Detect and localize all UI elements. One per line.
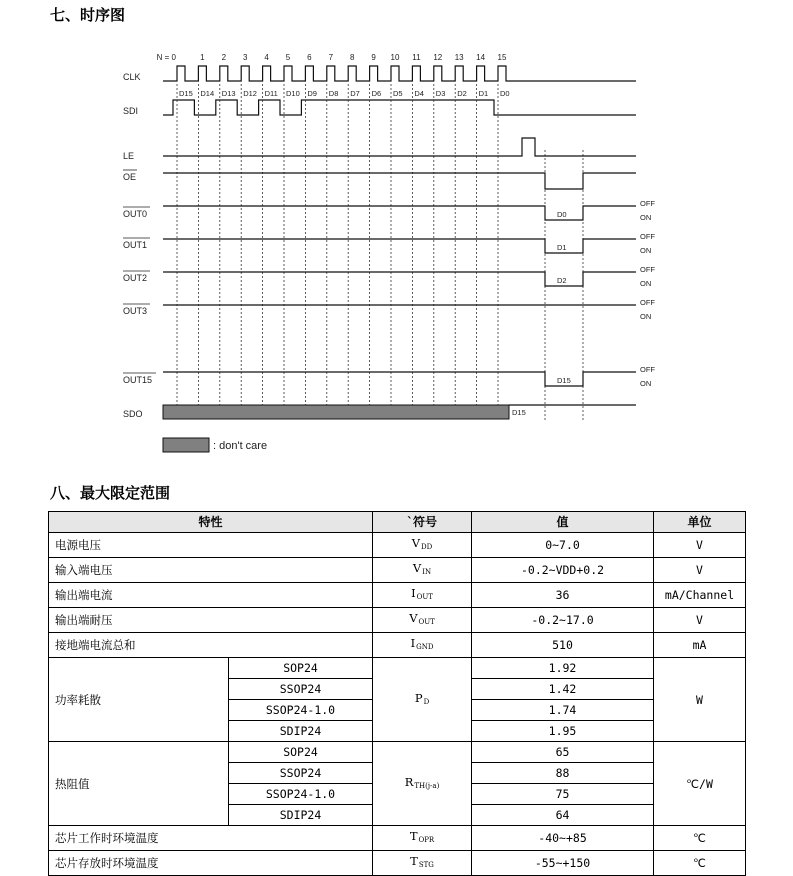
- oe-waveform: [163, 173, 636, 189]
- clock-index-label: 4: [264, 53, 269, 62]
- table-row: [49, 826, 746, 851]
- sdo-dont-care-band: [163, 405, 509, 419]
- param-value: 75: [472, 784, 654, 805]
- clock-index-label: N = 0: [156, 53, 176, 62]
- symbol-cell: $T_{STG}$: [373, 851, 472, 876]
- param-name: 输出端耐压: [49, 608, 373, 633]
- package-cell: SSOP24: [229, 679, 373, 700]
- sdi-bit-label: D3: [435, 89, 446, 98]
- symbol-cell: $V_{IN}$: [373, 558, 472, 583]
- table-row: [49, 633, 746, 658]
- package-cell: SOP24: [229, 742, 373, 763]
- sdi-bit-label: D14: [200, 89, 215, 98]
- symbol-cell: $I_{OUT}$: [373, 583, 472, 608]
- param-name: 功率耗散: [49, 658, 229, 742]
- output-data-label: D1: [557, 243, 567, 252]
- sdi-bit-label: D11: [264, 89, 278, 98]
- on-label: ON: [640, 312, 652, 321]
- param-value: 1.95: [472, 721, 654, 742]
- clock-index-label: 12: [433, 53, 443, 62]
- signal-label: OUT3: [123, 306, 148, 316]
- sdi-bit-label: D9: [307, 89, 317, 98]
- on-label: ON: [640, 213, 652, 222]
- symbol-cell: $V_{OUT}$: [373, 608, 472, 633]
- on-label: ON: [640, 279, 652, 288]
- section7-title: 七、时序图: [50, 6, 126, 24]
- legend-label: : don't care: [213, 440, 268, 452]
- clk-waveform: [163, 66, 636, 81]
- package-cell: SDIP24: [229, 805, 373, 826]
- param-unit: mA: [654, 633, 746, 658]
- signal-label: OUT2: [123, 273, 148, 283]
- sdi-bit-label: D6: [371, 89, 382, 98]
- package-cell: SSOP24: [229, 763, 373, 784]
- output-data-label: D0: [557, 210, 567, 219]
- signal-label: LE: [123, 151, 135, 161]
- table-row: [49, 533, 746, 558]
- symbol-cell: $V_{DD}$: [373, 533, 472, 558]
- output-data-label: D15: [557, 376, 571, 385]
- param-value: 0~7.0: [472, 533, 654, 558]
- param-name: 接地端电流总和: [49, 633, 373, 658]
- param-name: 电源电压: [49, 533, 373, 558]
- sdi-bit-label: D12: [243, 89, 257, 98]
- table-row: [49, 851, 746, 876]
- max-ratings-table: [48, 511, 746, 876]
- table-row: [49, 608, 746, 633]
- param-value: 1.74: [472, 700, 654, 721]
- clock-index-label: 6: [307, 53, 312, 62]
- clock-index-label: 13: [454, 53, 464, 62]
- symbol-cell: $T_{OPR}$: [373, 826, 472, 851]
- param-name: 热阻值: [49, 742, 229, 826]
- sdi-bit-label: D4: [414, 89, 424, 98]
- clock-index-label: 14: [476, 53, 486, 62]
- off-label: OFF: [640, 199, 655, 208]
- param-value: 1.92: [472, 658, 654, 679]
- param-unit: W: [654, 658, 746, 742]
- param-value: 88: [472, 763, 654, 784]
- clock-index-label: 5: [285, 53, 291, 62]
- param-name: 芯片存放时环境温度: [49, 851, 373, 876]
- clock-index-label: 7: [328, 53, 334, 62]
- param-unit: V: [654, 558, 746, 583]
- signal-label: CLK: [123, 72, 141, 82]
- header-unit: 单位: [654, 512, 746, 533]
- signal-label: OE: [123, 172, 137, 182]
- table-header-row: [49, 512, 746, 533]
- symbol-cell: $P_D$: [373, 658, 472, 742]
- clock-index-label: 8: [349, 53, 355, 62]
- param-value: -40~+85: [472, 826, 654, 851]
- off-label: OFF: [640, 265, 655, 274]
- table-row: [49, 558, 746, 583]
- clock-index-label: 9: [371, 53, 376, 62]
- param-unit: V: [654, 533, 746, 558]
- param-value: 1.42: [472, 679, 654, 700]
- param-value: 510: [472, 633, 654, 658]
- sdi-bit-label: D2: [457, 89, 467, 98]
- param-value: 36: [472, 583, 654, 608]
- off-label: OFF: [640, 365, 655, 374]
- sdi-bit-label: D10: [286, 89, 300, 98]
- sdi-bit-label: D1: [478, 89, 489, 98]
- param-unit: V: [654, 608, 746, 633]
- param-value: -0.2~17.0: [472, 608, 654, 633]
- section8-title: 八、最大限定范围: [50, 484, 171, 502]
- clock-index-label: 11: [412, 53, 421, 62]
- output-data-label: D2: [557, 276, 567, 285]
- signal-label: SDI: [123, 106, 139, 116]
- clock-index-label: 10: [390, 53, 400, 62]
- sdi-bit-label: D15: [179, 89, 193, 98]
- param-value: -55~+150: [472, 851, 654, 876]
- table-row: [49, 742, 746, 763]
- clock-index-label: 2: [221, 53, 227, 62]
- param-value: 65: [472, 742, 654, 763]
- clock-index-label: 3: [242, 53, 248, 62]
- signal-label: SDO: [123, 409, 143, 419]
- off-label: OFF: [640, 232, 655, 241]
- sdi-waveform: [163, 100, 636, 115]
- sdi-bit-label: D7: [350, 89, 360, 98]
- package-cell: SDIP24: [229, 721, 373, 742]
- sdi-bit-label: D0: [500, 89, 510, 98]
- header-value: 值: [472, 512, 654, 533]
- param-name: 芯片工作时环境温度: [49, 826, 373, 851]
- symbol-cell: $R_{TH(j-a)}$: [373, 742, 472, 826]
- on-label: ON: [640, 379, 652, 388]
- package-cell: SSOP24-1.0: [229, 784, 373, 805]
- off-label: OFF: [640, 298, 655, 307]
- table-row: [49, 583, 746, 608]
- param-name: 输出端电流: [49, 583, 373, 608]
- param-value: 64: [472, 805, 654, 826]
- clock-index-label: 1: [200, 53, 205, 62]
- param-unit: ℃/W: [654, 742, 746, 826]
- table-row: [49, 658, 746, 679]
- sdi-bit-label: D5: [393, 89, 403, 98]
- param-unit: mA/Channel: [654, 583, 746, 608]
- param-unit: ℃: [654, 826, 746, 851]
- sdi-bit-label: D13: [221, 89, 236, 98]
- on-label: ON: [640, 246, 652, 255]
- symbol-cell: $I_{GND}$: [373, 633, 472, 658]
- legend-swatch: [163, 438, 209, 452]
- param-name: 输入端电压: [49, 558, 373, 583]
- signal-label: OUT1: [123, 240, 148, 250]
- clock-index-label: 15: [497, 53, 507, 62]
- package-cell: SOP24: [229, 658, 373, 679]
- header-characteristic: 特性: [49, 512, 373, 533]
- package-cell: SSOP24-1.0: [229, 700, 373, 721]
- signal-label: OUT15: [123, 375, 153, 385]
- param-value: -0.2~VDD+0.2: [472, 558, 654, 583]
- header-symbol: `符号: [373, 512, 472, 533]
- sdo-end-label: D15: [512, 408, 526, 417]
- sdi-bit-label: D8: [328, 89, 339, 98]
- param-unit: ℃: [654, 851, 746, 876]
- signal-label: OUT0: [123, 209, 148, 219]
- le-waveform: [163, 138, 636, 156]
